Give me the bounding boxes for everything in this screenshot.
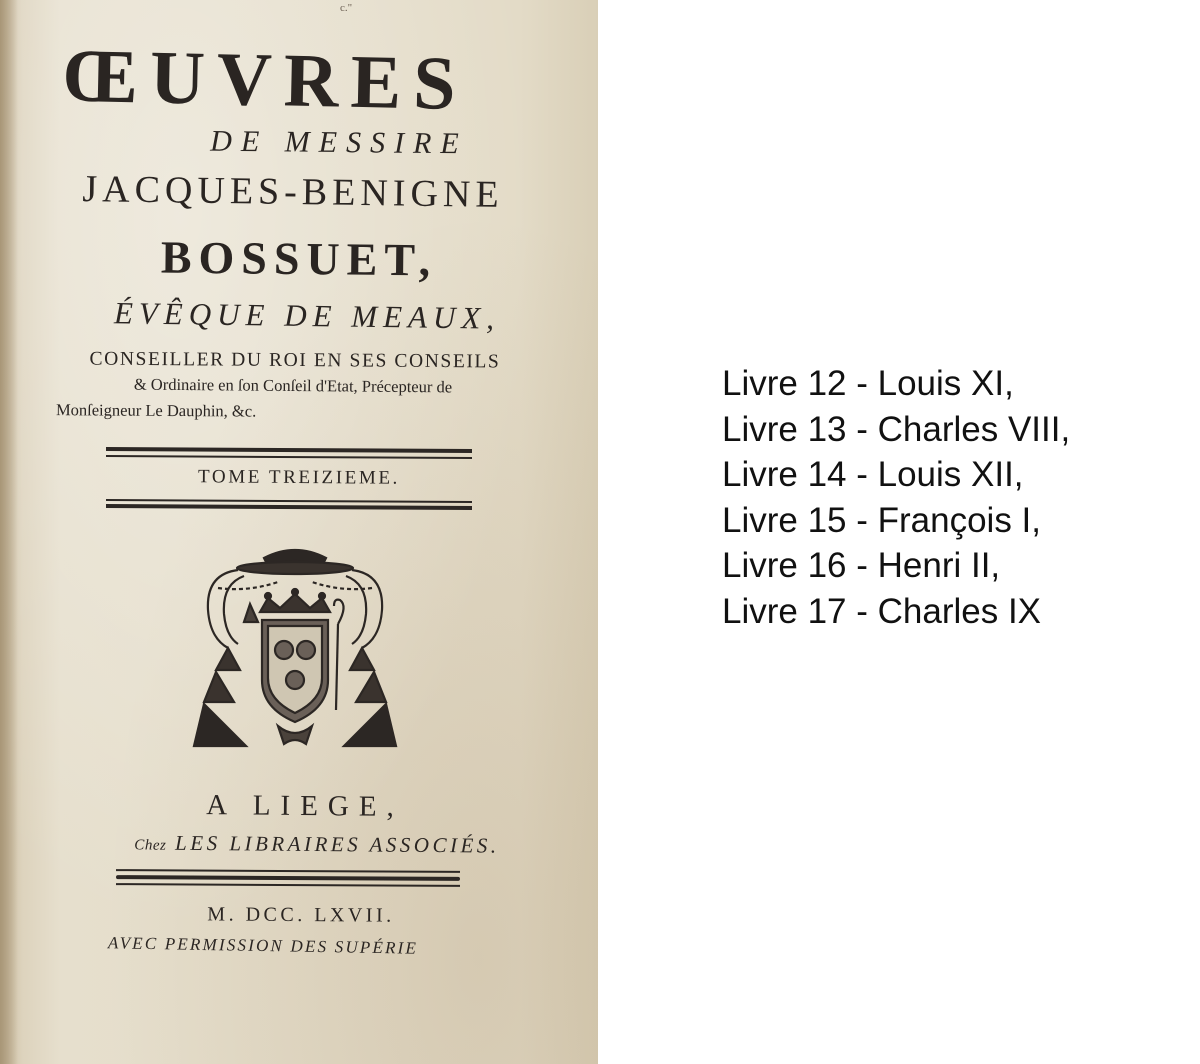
volume-label: TOME TREIZIEME. <box>197 466 401 489</box>
ornamental-rule-3 <box>116 883 460 887</box>
author-first-names: JACQUES-BENIGNE <box>82 168 504 216</box>
double-rule-bottom-thin <box>106 499 472 502</box>
livre-item: Livre 12 - Louis XI, <box>722 364 1014 403</box>
double-rule-bottom-thick <box>106 504 472 510</box>
imprint-chez: Chez <box>134 837 167 854</box>
handwritten-mark: c." <box>340 2 353 14</box>
title-de-messire: DE MESSIRE <box>210 124 468 161</box>
author-role-ordinaire: & Ordinaire en ſon Conſeil d'Etat, Précepteur de <box>133 374 453 397</box>
imprint-permission: AVEC PERMISSION DES SUPÉRIE <box>107 933 419 958</box>
title-page-photo <box>0 0 598 1064</box>
double-rule-top-thin <box>106 455 472 458</box>
imprint-place: A LIEGE, <box>206 789 404 823</box>
livre-item: Livre 17 - Charles IX <box>722 591 1042 631</box>
author-role-conseiller: CONSEILLER DU ROI EN SES CONSEILS <box>89 348 501 373</box>
author-surname: BOSSUET, <box>160 231 438 286</box>
livre-item: Livre 15 - François I, <box>722 500 1041 540</box>
ornamental-rule-1 <box>116 869 460 873</box>
author-title-eveque: ÉVÊQUE DE MEAUX, <box>113 295 501 336</box>
episcopal-coat-of-arms-icon <box>188 540 402 758</box>
livre-item: Livre 14 - Louis XII, <box>722 455 1024 494</box>
double-rule-top-thick <box>106 447 472 453</box>
author-role-monseigneur: Monſeigneur Le Dauphin, &c. <box>55 400 257 421</box>
imprint-publisher: LES LIBRAIRES ASSOCIÉS. <box>175 830 500 858</box>
book-title: ŒUVRES <box>61 33 469 127</box>
ornamental-rule-2 <box>116 875 460 881</box>
livre-item: Livre 16 - Henri II, <box>722 546 1001 585</box>
imprint-publisher-line <box>18 829 598 859</box>
livre-item: Livre 13 - Charles VIII, <box>722 409 1071 449</box>
imprint-date: M. DCC. LXVII. <box>207 903 395 927</box>
livres-list <box>722 361 1070 634</box>
